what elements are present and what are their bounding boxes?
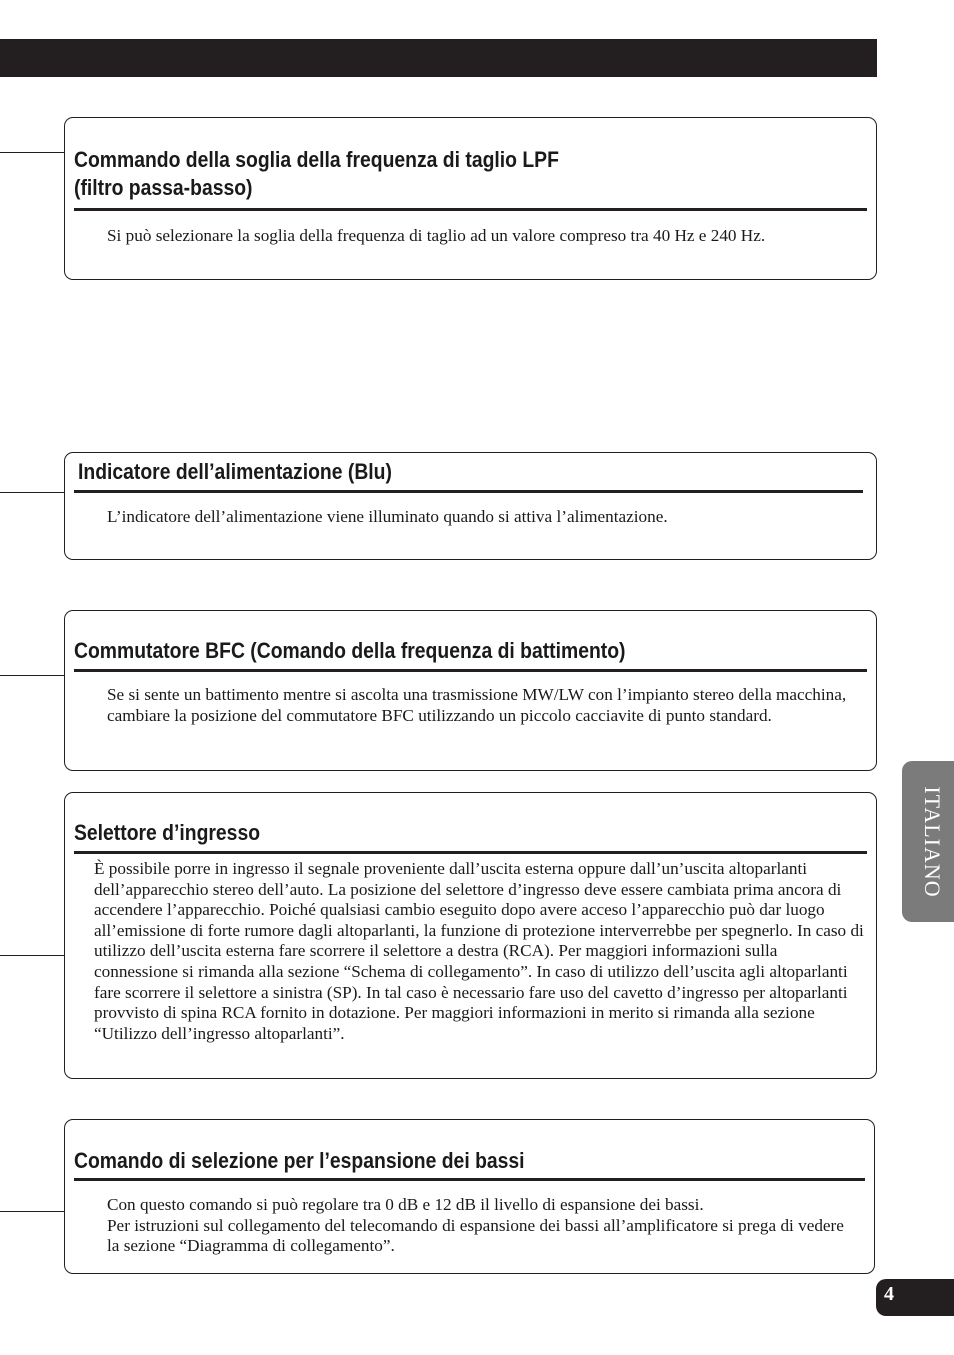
section-title: Commando della soglia della frequenza di taglio LPF (filtro passa-basso) xyxy=(74,147,559,200)
page-number-tab xyxy=(876,1279,954,1316)
title-rule xyxy=(74,669,867,672)
section-power-indicator xyxy=(64,452,877,560)
leader-line xyxy=(0,1211,64,1212)
section-bfc xyxy=(64,610,877,771)
section-input-selector xyxy=(64,792,877,1079)
section-body: L’indicatore dell’alimentazione viene illuminato quando si attiva l’alimentazione. xyxy=(107,507,668,526)
leader-line xyxy=(0,675,64,676)
section-title: Indicatore dell’alimentazione (Blu) xyxy=(78,459,392,484)
title-rule xyxy=(74,1178,865,1181)
section-title: Commutatore BFC (Comando della frequenza di battimento) xyxy=(74,638,626,663)
language-tab-label: ITALIANO xyxy=(920,785,945,898)
section-lpf xyxy=(64,117,877,280)
section-title: Selettore d’ingresso xyxy=(74,820,261,845)
title-rule xyxy=(74,851,867,854)
section-bass-expansion xyxy=(64,1119,875,1274)
leader-line xyxy=(0,152,64,153)
section-body: Con questo comando si può regolare tra 0 dB e 12 dB il livello di espansione dei bassi. Per istruzioni sul collegamento del telecomando di espansione dei bassi all’amplificatore si prega di vedere la sezione “Diagramma di collegamento”. xyxy=(107,1195,844,1256)
page-number: 4 xyxy=(884,1283,894,1305)
section-body: È possibile porre in ingresso il segnale proveniente dall’uscita esterna oppure dall’un’uscita altoparlanti dell’apparecchio stereo dell’auto. La posizione del selettore d’ingresso deve essere cambiata prima ancora di accendere l’apparecchio. Poiché qualsiasi cambio eseguito dopo avere acceso l’apparecchio può dar luogo all’emissione di forte rumore dagli altoparlanti, la funzione di protezione interverrebbe per spegnerlo. In caso di utilizzo dell’uscita esterna fare scorrere il selettore a destra (RCA). Per maggiori informazioni sulla connessione si rimanda alla sezione “Schema di collegamento”. In caso di utilizzo dell’uscita agli altoparlanti fare scorrere il selettore a sinistra (SP). In tal caso è necessario fare uso del cavetto d’ingresso per altoparlanti provvisto di spina RCA fornito in dotazione. Per maggiori informazioni in merito si rimanda alla sezione “Utilizzo dell’ingresso altoparlanti”. xyxy=(94,859,864,1043)
section-title: Comando di selezione per l’espansione dei bassi xyxy=(74,1148,525,1173)
leader-line xyxy=(0,492,64,493)
header-bar xyxy=(0,39,877,77)
section-body: Si può selezionare la soglia della frequenza di taglio ad un valore compreso tra 40 Hz e 240 Hz. xyxy=(107,226,766,245)
section-body: Se si sente un battimento mentre si ascolta una trasmissione MW/LW con l’impianto stereo della macchina, cambiare la posizione del commutatore BFC utilizzando un piccolo cacciavite di punto standard. xyxy=(107,685,847,725)
leader-line xyxy=(0,955,64,956)
title-rule xyxy=(74,208,867,211)
title-rule xyxy=(74,490,863,493)
language-tab xyxy=(902,761,954,922)
